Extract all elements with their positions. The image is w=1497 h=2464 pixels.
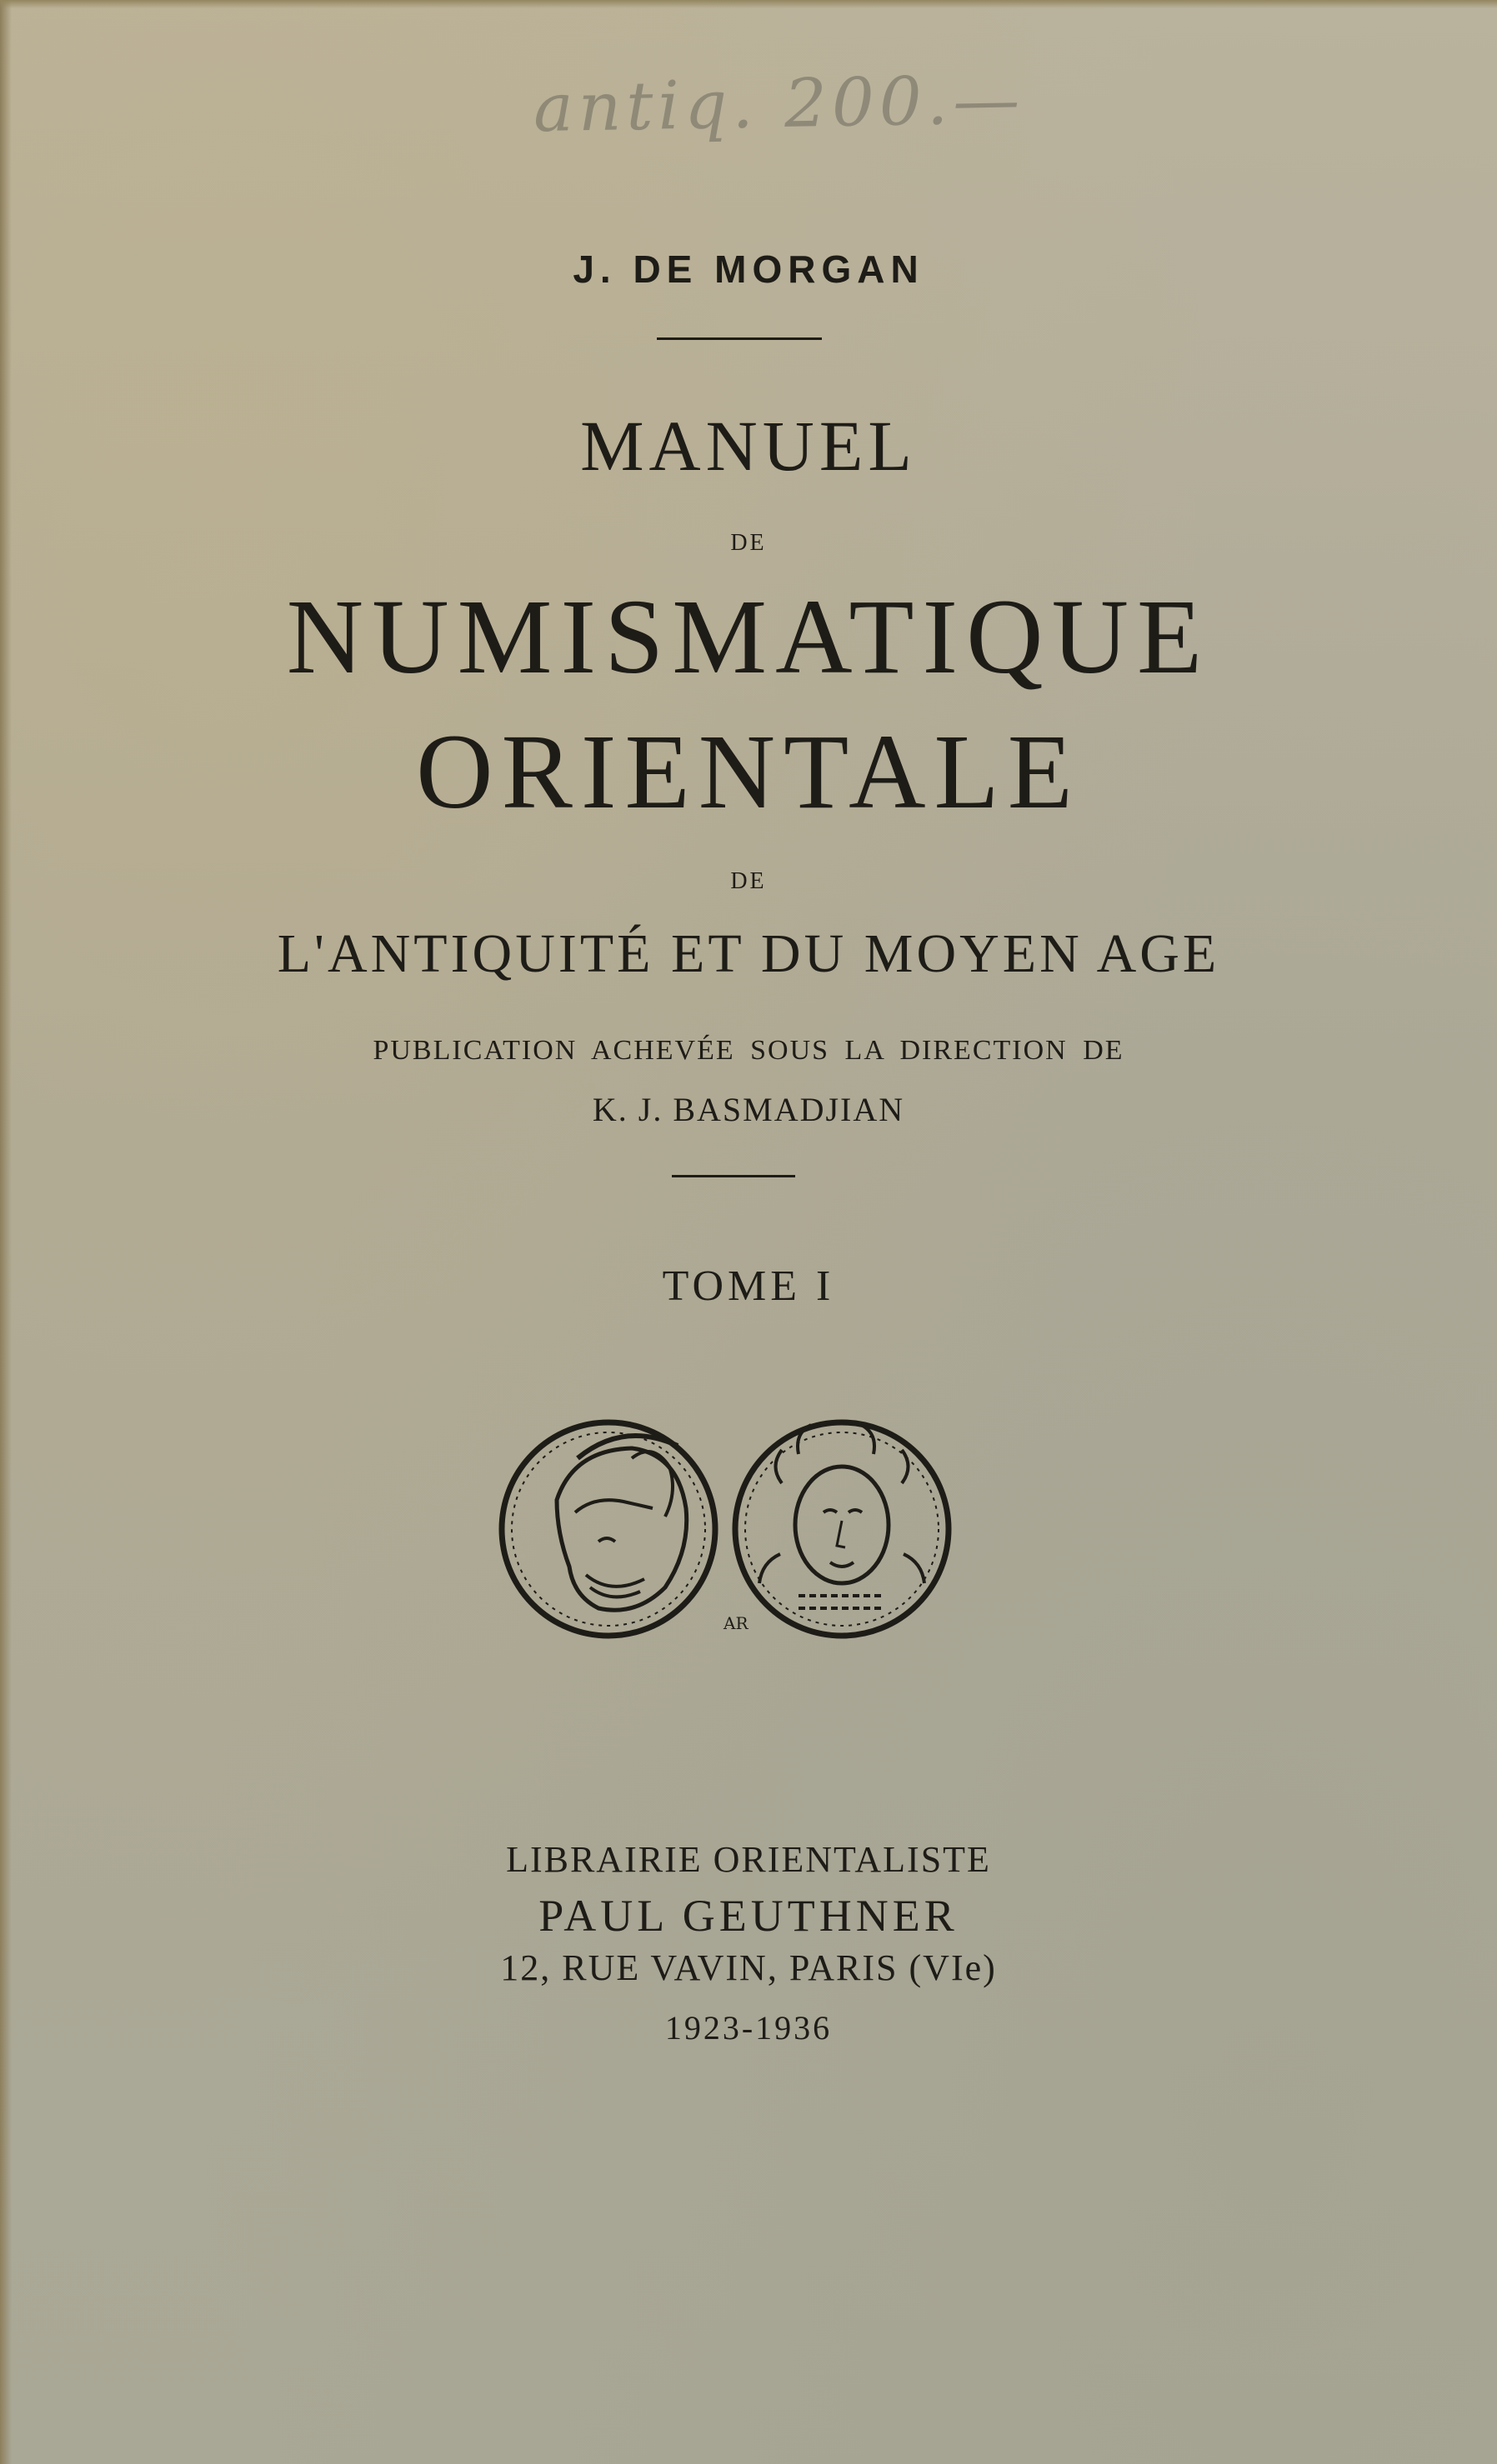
title-connector-de: DE [730,530,767,556]
paper-edge-top [0,0,1497,8]
paper-edge-left [0,0,12,2464]
coin-mark-label: AR [723,1613,748,1633]
publication-note: PUBLICATION ACHEVÉE SOUS LA DIRECTION DE [373,1035,1124,1066]
director-name: K. J. BASMADJIAN [592,1091,905,1128]
title-orientale: ORIENTALE [416,712,1081,831]
coin-illustration [498,1408,957,1650]
publisher-line: LIBRAIRIE ORIENTALISTE [506,1839,991,1880]
title-manuel: MANUEL [580,406,917,486]
subtitle-connector-de: DE [730,868,767,894]
coin-obverse-helmeted-head [502,1422,715,1636]
coin-reverse-facing-head [735,1422,949,1636]
author-name: J. DE MORGAN [573,247,924,291]
volume-label: TOME I [662,1262,835,1310]
handwritten-price-note: antiq. 200.— [533,60,1025,147]
publisher-name: PAUL GEUTHNER [538,1891,959,1941]
divider-rule-middle [672,1175,795,1177]
subtitle-antiquite: L'ANTIQUITÉ ET DU MOYEN AGE [277,923,1220,984]
publisher-address: 12, RUE VAVIN, PARIS (VIe) [500,1947,997,1988]
divider-rule-top [657,337,822,340]
title-numismatique: NUMISMATIQUE [286,577,1211,696]
publication-years: 1923-1936 [664,2009,833,2047]
